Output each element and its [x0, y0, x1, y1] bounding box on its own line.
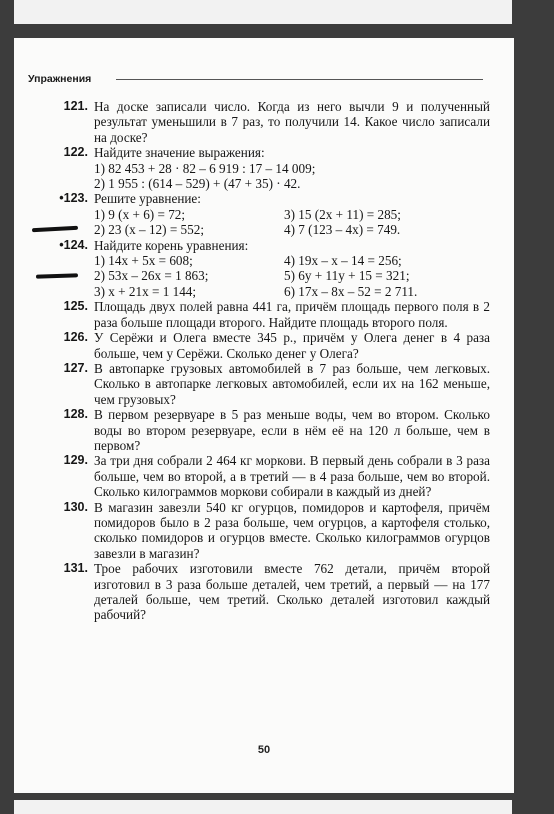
- bullet-dot: •: [59, 191, 64, 206]
- equation: 1) 9 (x + 6) = 72;: [94, 206, 186, 222]
- exercise-number-text: 127.: [63, 360, 88, 375]
- exercise-text: Найдите значение выражения:: [94, 145, 265, 161]
- exercise-number: [32, 99, 88, 114]
- bullet-dot: •: [59, 237, 64, 252]
- exercise-number: [32, 330, 88, 345]
- exercise-number-text: 130.: [63, 499, 88, 514]
- exercise-text: За три дня собрали 2 464 кг моркови. В первый день собрали в 3 раза больше, чем во второй, а в третий — в 4 раза больше, чем во второй. Сколько килограммов моркови собирали в каждый из дней?: [94, 453, 490, 500]
- header-rule: [116, 79, 483, 80]
- exercise-text: Решите уравнение:: [94, 191, 201, 207]
- exercise-list: [32, 99, 490, 623]
- equation-row: [94, 222, 490, 237]
- equation-row: [94, 253, 490, 268]
- exercise-number-text: 131.: [63, 561, 88, 576]
- exercise-text: Площадь двух полей равна 441 га, причём площадь первого поля в 2 раза больше площади второго. Найдите площадь второго поля.: [94, 299, 490, 330]
- equation-row: [94, 207, 490, 222]
- equation: 3) 15 (2x + 11) = 285;: [284, 206, 401, 222]
- exercise-number: [32, 561, 88, 576]
- exercise-number-text: 124.: [63, 237, 88, 252]
- exercise-123: [32, 191, 490, 237]
- section-title: Упражнения: [28, 73, 92, 85]
- exercise-number: [32, 238, 88, 253]
- next-page-edge: [14, 800, 512, 814]
- exercise-126: [32, 330, 490, 361]
- exercise-130: [32, 500, 490, 562]
- equation: 6) 17x – 8x – 52 = 2 711.: [284, 283, 418, 299]
- exercise-number: [32, 145, 88, 160]
- equation: 2) 53x – 26x = 1 863;: [94, 268, 209, 284]
- exercise-131: [32, 561, 490, 623]
- exercise-number-text: 121.: [63, 99, 88, 113]
- equation-row: [94, 268, 490, 283]
- exercise-number-text: 123.: [63, 191, 88, 206]
- exercise-number-text: 129.: [63, 453, 88, 468]
- exercise-number-text: 128.: [63, 407, 88, 422]
- exercise-128: [32, 407, 490, 453]
- exercise-125: [32, 299, 490, 330]
- exercise-number: [32, 191, 88, 206]
- previous-page-edge: [14, 0, 512, 24]
- exercise-text: В магазин завезли 540 кг огурцов, помидоров и картофеля, причём помидоров было в 2 раза больше, чем огурцов, а картофеля столько, сколько помидоров и огурцов вместе. Сколько килограммов огурцов завезли в магазин?: [94, 499, 490, 561]
- exercise-text: Трое рабочих изготовили вместе 762 детали, причём второй изготовил в 3 раза больше деталей, чем третий, а первый — на 177 деталей больше, чем третий. Сколько деталей изготовил каждый рабочий?: [94, 561, 490, 623]
- exercise-number-text: 126.: [63, 330, 88, 345]
- exercise-text: Найдите корень уравнения:: [94, 237, 249, 253]
- exercise-number: [32, 407, 88, 422]
- equation: 4) 7 (123 – 4x) = 749.: [284, 222, 401, 238]
- exercise-text: У Серёжи и Олега вместе 345 р., причём у Олега денег в 4 раза больше, чем у Серёжи. Сколько денег у Олега?: [94, 330, 490, 361]
- equation: 4) 19x – x – 14 = 256;: [284, 253, 402, 269]
- equation: 3) x + 21x = 1 144;: [94, 283, 197, 299]
- equation-row: [94, 284, 490, 299]
- exercise-124: [32, 238, 490, 300]
- equation: 1) 14x + 5x = 608;: [94, 253, 193, 269]
- exercise-121: [32, 99, 490, 145]
- exercise-number-text: 122.: [63, 145, 88, 160]
- expression-line: 2) 1 955 : (614 – 529) + (47 + 35) · 42.: [94, 176, 301, 192]
- exercise-127: [32, 361, 490, 407]
- exercise-text: На доске записали число. Когда из него вычли 9 и полученный результат уменьшили в 7 раз, то получили 14. Какое число записали на доске?: [94, 99, 490, 145]
- exercise-number: [32, 453, 88, 468]
- expression-line: 1) 82 453 + 28 · 82 – 6 919 : 17 – 14 009;: [94, 160, 316, 176]
- exercise-text: В автопарке грузовых автомобилей в 7 раз больше, чем легковых. Сколько в автопарке легковых автомобилей, если их на 162 меньше, чем грузовых?: [94, 360, 490, 407]
- section-header: [28, 73, 483, 87]
- exercise-number-text: 125.: [63, 299, 88, 314]
- page-number: 50: [257, 744, 271, 756]
- equation: 5) 6y + 11y + 15 = 321;: [284, 268, 410, 284]
- textbook-page: [14, 38, 514, 793]
- exercise-number: [32, 361, 88, 376]
- exercise-text: В первом резервуаре в 5 раз меньше воды, чем во втором. Сколько воды во втором резервуаре, если в нём её на 120 л больше, чем в первом?: [94, 407, 490, 453]
- exercise-122: [32, 145, 490, 191]
- exercise-129: [32, 453, 490, 499]
- equation: 2) 23 (x – 12) = 552;: [94, 222, 204, 238]
- exercise-number: [32, 500, 88, 515]
- exercise-number: [32, 299, 88, 314]
